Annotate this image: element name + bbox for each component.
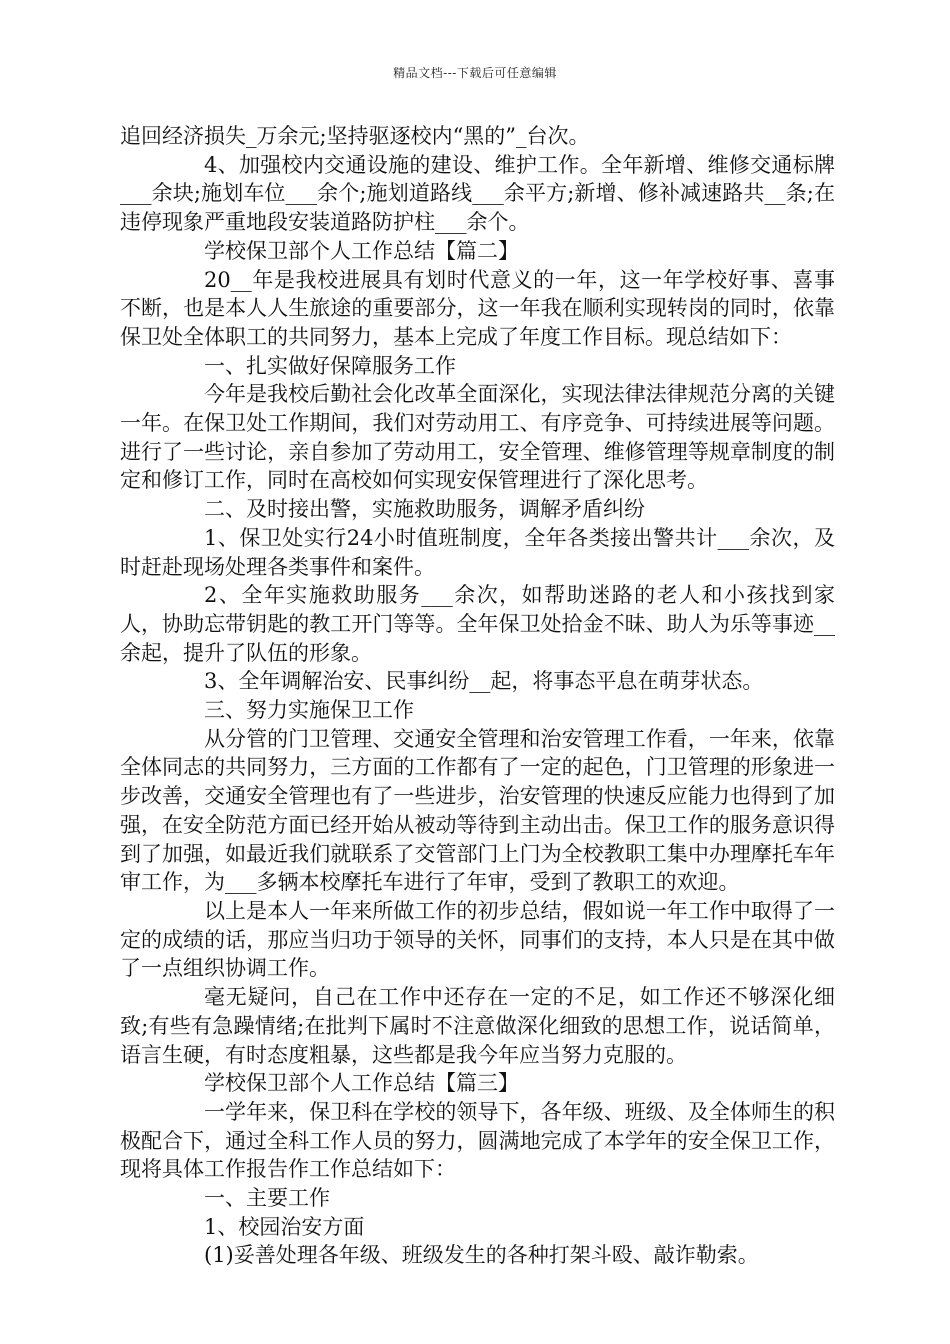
section-heading: 学校保卫部个人工作总结【篇三】 [204, 1071, 519, 1096]
paragraph: (1)妥善处理各年级、班级发生的各种打架斗殴、敲诈勒索。 [204, 1243, 759, 1268]
subsection-heading: 二、及时接出警，实施救助服务，调解矛盾纠纷 [204, 497, 645, 522]
paragraph: 2、全年实施救助服务___余次，如帮助迷路的老人和小孩找到家人，协助忘带钥匙的教工开门等等。全年保卫处拾金不昧、助人为乐等事迹__余起，提升了队伍的形象。 [120, 583, 835, 665]
paragraph: 从分管的门卫管理、交通安全管理和治安管理工作看，一年来，依靠全体同志的共同努力，三方面的工作都有了一定的起色，门卫管理的形象进一步改善，交通安全管理也有了一些进步，治安管理的快速反应能力也得到了加强，在安全防范方面已经开始从被动等待到主动出击。保卫工作的服务意识得到了加强，如最近我们就联系了交管部门上门为全校教职工集中办理摩托车年审工作，为___多辆本校摩托车进行了年审，受到了教职工的欢迎。 [120, 726, 835, 895]
document-body [120, 122, 835, 1270]
paragraph: 一学年来，保卫科在学校的领导下，各年级、班级、及全体师生的积极配合下，通过全科工作人员的努力，圆满地完成了本学年的安全保卫工作，现将具体工作报告作工作总结如下： [120, 1099, 835, 1182]
paragraph: 20__年是我校进展具有划时代意义的一年，这一年学校好事、喜事不断，也是本人人生旅途的重要部分，这一年我在顺利实现转岗的同时，依靠保卫处全体职工的共同努力，基本上完成了年度工作目标。现总结如下： [120, 267, 835, 349]
paragraph: 3、全年调解治安、民事纠纷__起，将事态平息在萌芽状态。 [204, 669, 764, 694]
subsection-heading: 一、主要工作 [204, 1186, 330, 1211]
paragraph: 毫无疑问，自己在工作中还存在一定的不足，如工作还不够深化细致;有些有急躁情绪;在批判下属时不注意做深化细致的思想工作，说话简单，语言生硬，有时态度粗暴，这些都是我今年应当努力克服的。 [120, 985, 835, 1067]
section-heading: 学校保卫部个人工作总结【篇二】 [204, 238, 519, 263]
subsection-heading: 三、努力实施保卫工作 [204, 698, 414, 723]
page-header: 精品文档---下载后可任意编辑 [393, 66, 557, 80]
subsection-heading: 1、校园治安方面 [204, 1214, 365, 1239]
paragraph: 以上是本人一年来所做工作的初步总结，假如说一年工作中取得了一定的成绩的话，那应当归功于领导的关怀，同事们的支持，本人只是在其中做了一点组织协调工作。 [120, 898, 835, 981]
paragraph: 1、保卫处实行24小时值班制度，全年各类接出警共计___余次，及时赶赴现场处理各类事件和案件。 [120, 525, 835, 579]
subsection-heading: 一、扎实做好保障服务工作 [204, 353, 456, 378]
paragraph: 4、加强校内交通设施的建设、维护工作。全年新增、维修交通标牌___余块;施划车位___余个;施划道路线___余平方;新增、修补减速路共__条;在违停现象严重地段安装道路防护柱___余个。 [120, 152, 835, 235]
paragraph: 追回经济损失_万余元;坚持驱逐校内“黑的”_台次。 [120, 124, 590, 148]
paragraph: 今年是我校后勤社会化改革全面深化，实现法律法律规范分离的关键一年。在保卫处工作期间，我们对劳动用工、有序竞争、可持续进展等问题。进行了一些讨论，亲自参加了劳动用工，安全管理、维修管理等规章制度的制定和修订工作，同时在高校如何实现安保管理进行了深化思考。 [120, 382, 835, 493]
